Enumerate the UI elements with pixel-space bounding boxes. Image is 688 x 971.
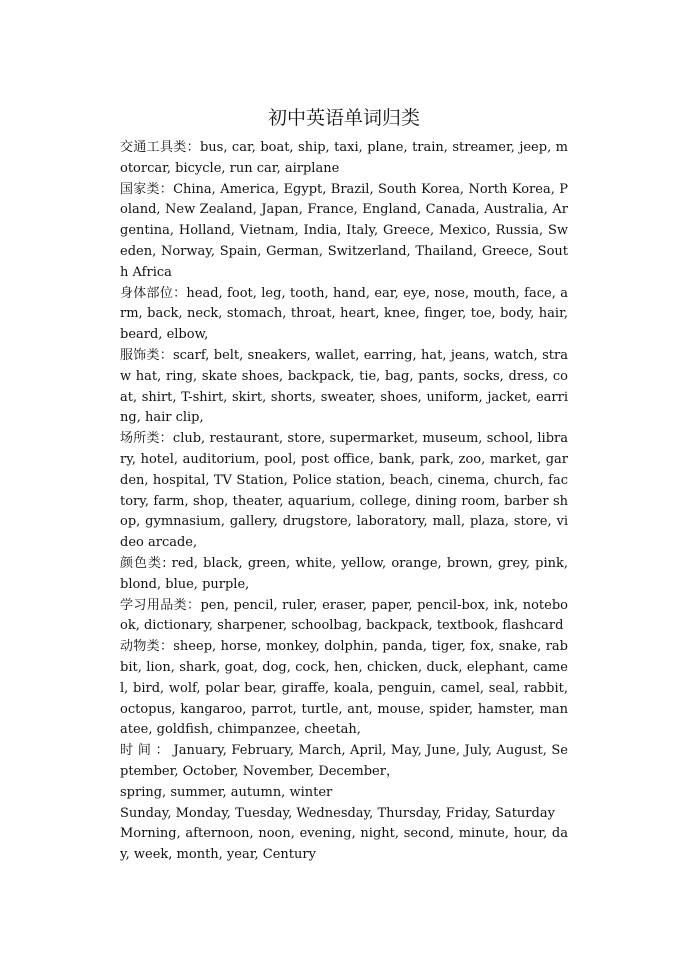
section-time-months xyxy=(120,741,568,783)
section-label: 服饰类： xyxy=(120,347,173,363)
section-clothing xyxy=(120,346,568,429)
section-time-weekdays xyxy=(120,804,568,825)
section-label: 身体部位： xyxy=(120,285,187,301)
section-words: pen, pencil, ruler, eraser, paper, pencil-box, ink, notebook, dictionary, sharpener, schoolbag, backpack, textbook, flashcard xyxy=(120,597,568,634)
section-places xyxy=(120,429,568,554)
section-animals xyxy=(120,637,568,741)
section-countries xyxy=(120,180,568,284)
section-label: 交通工具类： xyxy=(120,140,200,155)
document-body xyxy=(120,138,568,866)
section-words: Sunday, Monday, Tuesday, Wednesday, Thursday, Friday, Saturday xyxy=(120,805,555,821)
section-words: scarf, belt, sneakers, wallet, earring, hat, jeans, watch, straw hat, ring, skate shoes, backpack, tie, bag, pants, socks, dress, coat, shirt, T-shirt, skirt, shorts, sweater, shoes, uniform, jacket, earring, hair clip, xyxy=(120,347,568,426)
section-label: 动物类： xyxy=(120,639,174,655)
section-words: Morning, afternoon, noon, evening, night, second, minute, hour, day, week, month, year, Century xyxy=(120,826,568,863)
section-words: sheep, horse, monkey, dolphin, panda, tiger, fox, snake, rabbit, lion, shark, goat, dog, cock, hen, chicken, duck, elephant, camel, bird, wolf, polar bear, giraffe, koala, penguin, camel, seal, rabbit, octopus, kangaroo, parrot, turtle, ant, mouse, spider, hamster, manatee, goldfish, chimpanzee, cheetah, xyxy=(120,639,568,738)
section-time-units xyxy=(120,824,568,866)
section-school-supplies xyxy=(120,596,568,638)
section-words: China, America, Egypt, Brazil, South Korea, North Korea, Poland, New Zealand, Japan, France, England, Canada, Australia, Argentina, Holland, Vietnam, India, Italy, Greece, Mexico, Russia, Sweden, Norway, Spain, German, Switzerland, Thailand, Greece, South Africa xyxy=(120,181,568,280)
section-words: head, foot, leg, tooth, hand, ear, eye, nose, mouth, face, arm, back, neck, stomach, throat, heart, knee, finger, toe, body, hair, beard, elbow, xyxy=(120,285,568,343)
section-words: red, black, green, white, yellow, orange, brown, grey, pink, blond, blue, purple, xyxy=(120,555,568,592)
page-title: 初中英语单词归类 xyxy=(267,107,420,129)
section-label: 时 间 ： xyxy=(120,743,170,759)
section-words: January, February, March, April, May, June, July, August, September, October, November, December， xyxy=(120,743,568,779)
section-transport xyxy=(120,138,568,180)
section-label: 学习用品类： xyxy=(120,597,201,613)
section-body-parts xyxy=(120,284,568,346)
section-words: bus, car, boat, ship, taxi, plane, train, streamer, jeep, motorcar, bicycle, run car, airplane xyxy=(120,140,568,176)
section-label: 国家类： xyxy=(120,181,174,197)
section-words: spring, summer, autumn, winter xyxy=(120,784,333,800)
section-words: club, restaurant, store, supermarket, museum, school, library, hotel, auditorium, pool, post office, bank, park, zoo, market, garden, hospital, TV Station, Police station, beach, cinema, church, factory, farm, shop, theater, aquarium, college, dining room, barber shop, gymnasium, gallery, drugstore, laboratory, mall, plaza, store, video arcade, xyxy=(120,431,568,551)
section-label: 颜色类: xyxy=(120,555,167,571)
section-time-seasons xyxy=(120,783,568,804)
section-label: 场所类： xyxy=(120,431,173,447)
section-colors xyxy=(120,554,568,596)
